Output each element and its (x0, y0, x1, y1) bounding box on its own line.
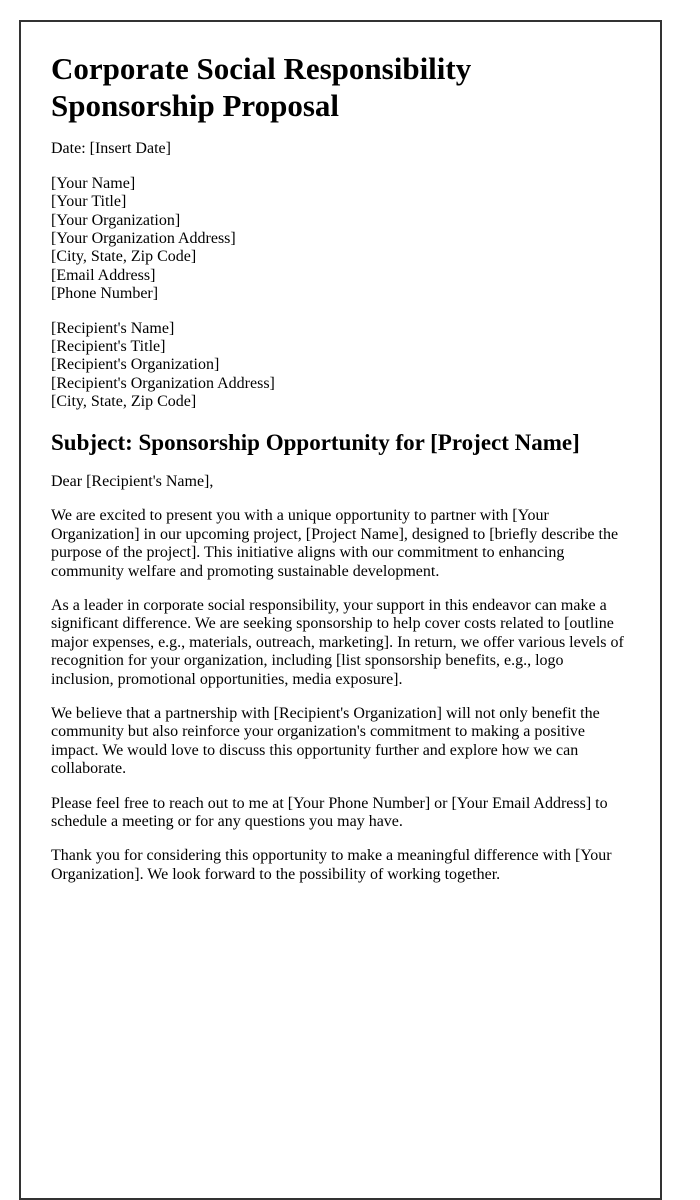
recipient-title: [Recipient's Title] (51, 337, 166, 355)
paragraph-partnership-benefit: We believe that a partnership with [Recipient's Organization] will not only benefit the community but also reinforce your organization's commitment to making a positive impact. We would love to discuss this opportunity further and explore how we can collaborate. (51, 704, 600, 778)
paragraph-sponsorship-ask: As a leader in corporate social responsibility, your support in this endeavor can make a significant difference. We are seeking sponsorship to help cover costs related to [outline major expenses, e.g., materials, outreach, marketing]. In return, we offer various levels of recognition for your organization, including [list sponsorship benefits, e.g., logo inclusion, promotional opportunities, media exposure]. (51, 597, 624, 688)
subject-heading: Subject: Sponsorship Opportunity for [Project Name] (51, 430, 580, 456)
salutation: Dear [Recipient's Name], (51, 473, 214, 491)
sender-email: [Email Address] (51, 266, 156, 284)
recipient-name: [Recipient's Name] (51, 319, 175, 337)
sender-address-block (51, 175, 630, 304)
document-title: Corporate Social Responsibility Sponsorship Proposal (51, 51, 472, 124)
paragraph-contact: Please feel free to reach out to me at [Your Phone Number] or [Your Email Address] to schedule a meeting or for any questions you may have. (51, 794, 608, 830)
paragraph-thanks: Thank you for considering this opportunity to make a meaningful difference with [Your Organization]. We look forward to the possibility of working together. (51, 847, 612, 883)
sender-organization: [Your Organization] (51, 211, 181, 229)
recipient-organization-address: [Recipient's Organization Address] (51, 374, 275, 392)
date-line: Date: [Insert Date] (51, 140, 171, 158)
sender-phone: [Phone Number] (51, 285, 159, 303)
paragraph-intro: We are excited to present you with a unique opportunity to partner with [Your Organization] in our upcoming project, [Project Name], designed to [briefly describe the purpose of the project]. This initiative aligns with our commitment to enhancing community welfare and promoting sustainable development. (51, 507, 619, 580)
recipient-organization: [Recipient's Organization] (51, 356, 220, 374)
document-page (19, 20, 662, 1200)
recipient-address-block (51, 320, 630, 412)
sender-title: [Your Title] (51, 193, 127, 211)
sender-name: [Your Name] (51, 174, 136, 192)
recipient-city-state-zip: [City, State, Zip Code] (51, 393, 197, 411)
sender-city-state-zip: [City, State, Zip Code] (51, 248, 197, 266)
sender-organization-address: [Your Organization Address] (51, 229, 236, 247)
